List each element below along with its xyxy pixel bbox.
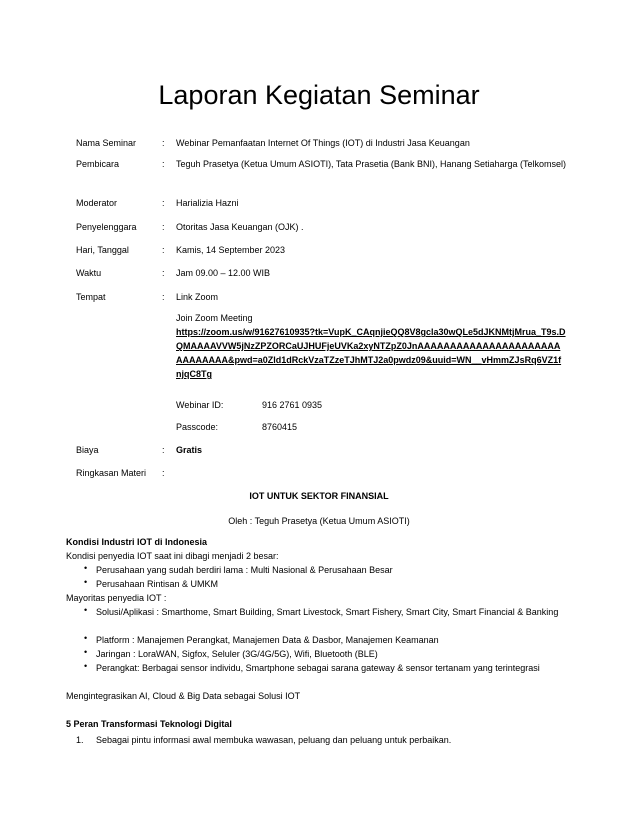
list-item: Perusahaan Rintisan & UMKM xyxy=(96,579,219,589)
field-colon: : xyxy=(162,292,165,302)
bullet-icon: • xyxy=(84,661,88,671)
field-colon: : xyxy=(162,468,165,478)
field-colon: : xyxy=(162,222,165,232)
paragraph: Mengintegrasikan AI, Cloud & Big Data sebagai Solusi IOT xyxy=(66,691,301,701)
field-colon: : xyxy=(162,245,165,255)
field-value: Harializia Hazni xyxy=(176,198,239,208)
list-item: Platform : Manajemen Perangkat, Manajemen Data & Dasbor, Manajemen Keamanan xyxy=(96,635,439,645)
field-value: Kamis, 14 September 2023 xyxy=(176,245,286,255)
field-colon: : xyxy=(162,138,165,148)
list-item: Solusi/Aplikasi : Smarthome, Smart Building, Smart Livestock, Smart Fishery, Smart City, Smart Financial & Banking xyxy=(96,607,559,617)
zoom-link-block xyxy=(176,325,566,381)
field-colon: : xyxy=(162,445,165,455)
field-label: Ringkasan Materi xyxy=(76,468,147,478)
passcode-label: Passcode: xyxy=(176,422,219,432)
materi-heading: IOT UNTUK SEKTOR FINANSIAL xyxy=(249,491,389,501)
list-item: Perusahaan yang sudah berdiri lama : Multi Nasional & Perusahaan Besar xyxy=(96,565,393,575)
field-value: Gratis xyxy=(176,445,203,455)
field-label: Penyelenggara xyxy=(76,222,137,232)
zoom-link[interactable]: https://zoom.us/w/91627610935?tk=VupK_CAqnjieQQ8V8gcla30wQLe5dJKNMtjMrua_T9s.DQMAAAAVVW5jNzZPZORCaUJHUFjeUVKa2xyNTZpZ0JnAAAAAAAAAAAAAAAAAAAAAAAAAAAAAA&pwd=a0Zld1dRckVzaTZzeTJhMTJ2a0pwdz09&uuid=WN__vHmmZJsRq6VZ1fnjqC8Tg xyxy=(176,327,566,379)
bullet-icon: • xyxy=(84,647,88,657)
field-value: Otoritas Jasa Keuangan (OJK) . xyxy=(176,222,304,232)
field-label: Biaya xyxy=(76,445,99,455)
field-label: Pembicara xyxy=(76,159,120,169)
field-label: Waktu xyxy=(76,268,102,278)
bullet-icon: • xyxy=(84,563,88,573)
list-item: Perangkat: Berbagai sensor individu, Smartphone sebagai sarana gateway & sensor tertanam yang terintegrasi xyxy=(96,663,540,673)
webinar-id-value: 916 2761 0935 xyxy=(262,400,323,410)
field-label: Nama Seminar xyxy=(76,138,137,148)
bullet-icon: • xyxy=(84,577,88,587)
field-colon: : xyxy=(162,268,165,278)
field-label: Tempat xyxy=(76,292,106,302)
field-value: Link Zoom xyxy=(176,292,219,302)
field-colon: : xyxy=(162,198,165,208)
list-number: 1. xyxy=(76,735,84,745)
field-label: Moderator xyxy=(76,198,118,208)
paragraph: Kondisi penyedia IOT saat ini dibagi menjadi 2 besar: xyxy=(66,551,279,561)
zoom-join-label: Join Zoom Meeting xyxy=(176,313,253,323)
materi-byline: Oleh : Teguh Prasetya (Ketua Umum ASIOTI) xyxy=(228,516,410,526)
section-heading: Kondisi Industri IOT di Indonesia xyxy=(66,537,208,547)
field-label: Hari, Tanggal xyxy=(76,245,129,255)
list-item: Sebagai pintu informasi awal membuka wawasan, peluang dan peluang untuk perbaikan. xyxy=(96,735,452,745)
paragraph: Mayoritas penyedia IOT : xyxy=(66,593,167,603)
webinar-id-label: Webinar ID: xyxy=(176,400,224,410)
list-item: Jaringan : LoraWAN, Sigfox, Seluler (3G/4G/5G), Wifi, Bluetooth (BLE) xyxy=(96,649,378,659)
field-value: Webinar Pemanfaatan Internet Of Things (IOT) di Industri Jasa Keuangan xyxy=(176,138,470,148)
bullet-icon: • xyxy=(84,633,88,643)
section-heading: 5 Peran Transformasi Teknologi Digital xyxy=(66,719,232,729)
passcode-value: 8760415 xyxy=(262,422,298,432)
field-value: Teguh Prasetya (Ketua Umum ASIOTI), Tata Prasetia (Bank BNI), Hanang Setiaharga (Telkomsel) xyxy=(176,159,567,169)
page-title: Laporan Kegiatan Seminar xyxy=(158,80,480,110)
field-value: Jam 09.00 – 12.00 WIB xyxy=(176,268,271,278)
field-colon: : xyxy=(162,159,165,169)
bullet-icon: • xyxy=(84,605,88,615)
